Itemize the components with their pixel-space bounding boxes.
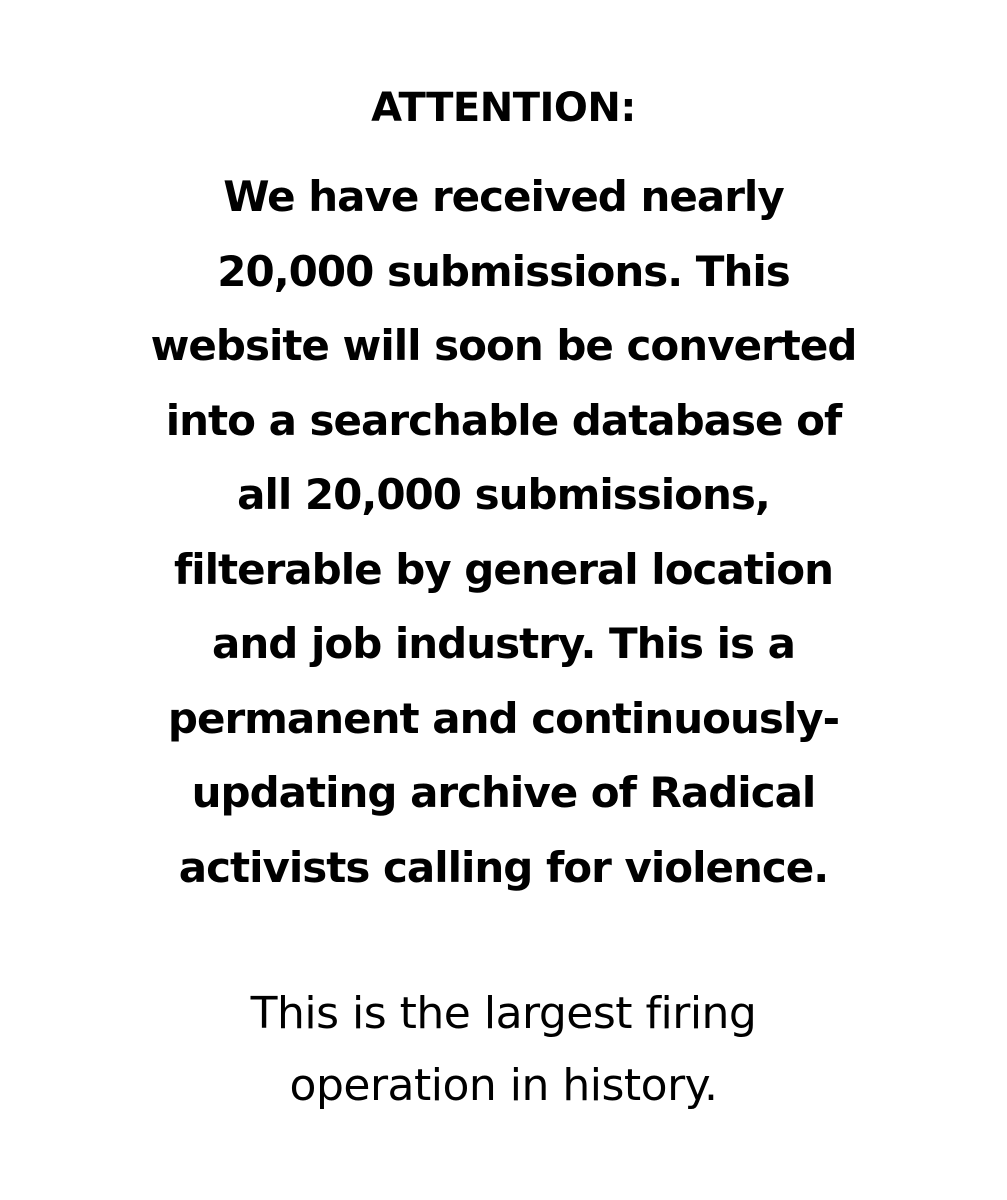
closing-line: operation in history.: [289, 1060, 718, 1111]
body-line: website will soon be converted: [150, 321, 857, 370]
body-line: all 20,000 submissions,: [237, 470, 770, 519]
body-line: permanent and continuously-: [167, 693, 840, 743]
closing-statement: [0, 978, 1007, 1122]
body-line: 20,000 submissions. This: [217, 246, 790, 296]
announcement-body: [0, 160, 1007, 905]
body-line: We have received nearly: [223, 172, 784, 221]
body-line: and job industry. This is a: [212, 619, 795, 668]
body-line: activists calling for violence.: [178, 842, 829, 892]
body-line: into a searchable database of: [165, 395, 842, 445]
attention-heading: ATTENTION:: [371, 85, 636, 131]
closing-line: This is the largest firing: [250, 988, 757, 1039]
body-line: updating archive of Radical: [191, 768, 816, 817]
body-line: filterable by general location: [173, 544, 834, 594]
